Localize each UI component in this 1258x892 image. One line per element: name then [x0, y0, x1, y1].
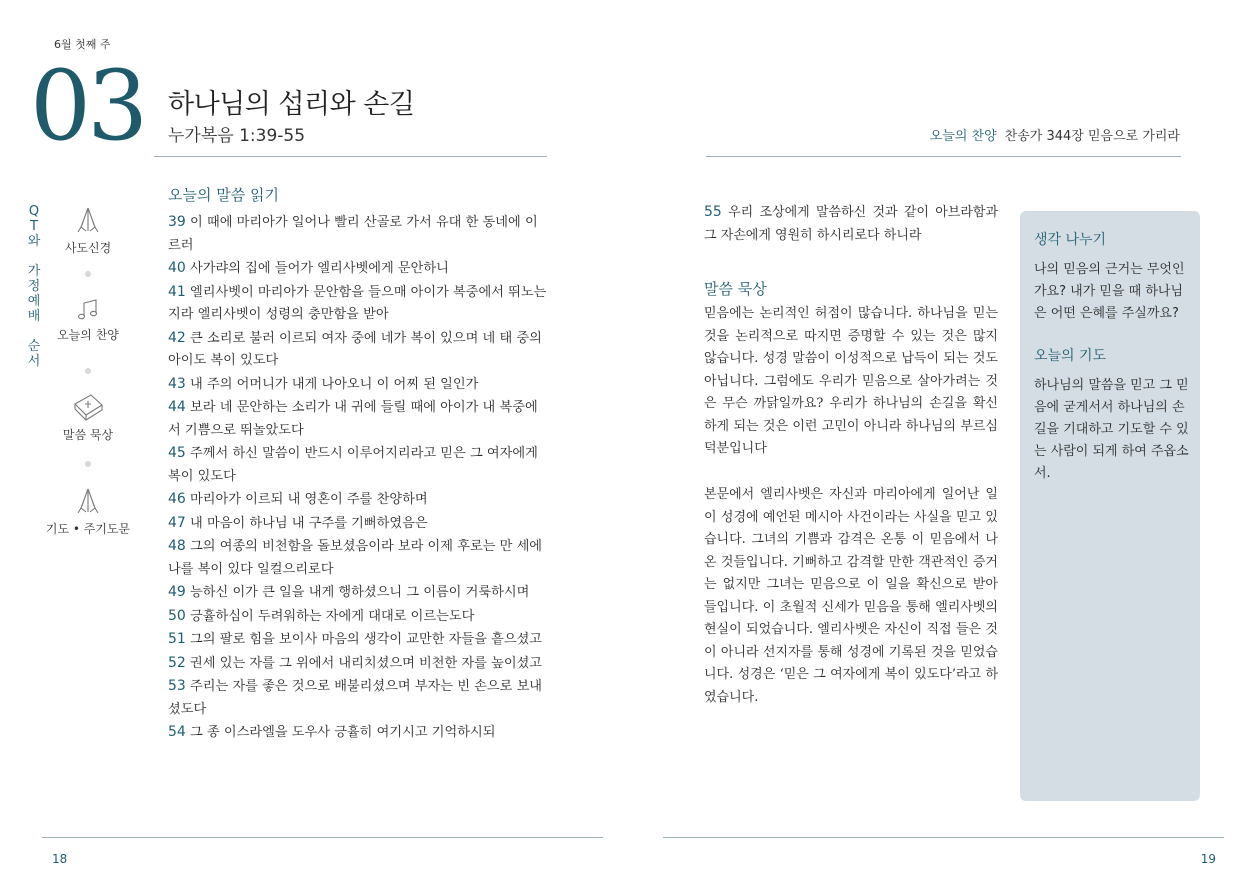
vertical-title-char: 예: [27, 294, 41, 309]
verse-text: 큰 소리로 불러 이르되 여자 중에 네가 복이 있으며 네 태 중의 아이도 복이 있도다: [168, 330, 542, 368]
verse: [168, 211, 548, 257]
verse-text: 권세 있는 자를 그 위에서 내리치셨으며 비천한 자를 높이셨고: [190, 655, 543, 671]
verse: [168, 396, 548, 442]
page-title: 하나님의 섭리와 손길: [168, 89, 415, 120]
bible-icon: [71, 392, 105, 422]
verse-text: 우리 조상에게 말씀하신 것과 같이 아브라함과 그 자손에게 영원히 하시리로다 하니라: [704, 205, 998, 243]
verse: [168, 652, 548, 676]
verse-number: 39: [168, 214, 186, 230]
sharing-heading: 생각 나누기: [1034, 232, 1107, 248]
sidebar-divider-dot: [85, 271, 91, 277]
sidebar-item-hymn: [38, 298, 138, 343]
vertical-title-char: 순: [27, 339, 41, 354]
verse-text: 그의 팔로 힘을 보이사 마음의 생각이 교만한 자들을 흩으셨고: [190, 632, 543, 647]
verse-text: 그의 여종의 비천함을 돌보셨음이라 보라 이제 후로는 만 세에 나를 복이 있다 일컬으리로다: [168, 539, 543, 577]
verse-text: 긍휼하심이 두려워하는 자에게 대대로 이르는도다: [190, 608, 475, 624]
verse-text: 보라 네 문안하는 소리가 내 귀에 들릴 때에 아이가 내 복중에서 기쁨으로 뛰놀았도다: [168, 400, 538, 438]
verse-text: 주께서 하신 말씀이 반드시 이루어지리라고 믿은 그 여자에게 복이 있도다: [168, 446, 538, 484]
verse: [168, 581, 548, 605]
vertical-title-char: T: [30, 219, 38, 234]
verse: [168, 535, 548, 581]
verse-text: 내 마음이 하나님 내 구주를 기뻐하였음은: [190, 515, 428, 531]
praying-hands-icon: [73, 486, 103, 516]
verse: [168, 442, 548, 488]
sidebar-divider-dot: [85, 461, 91, 467]
verse-text: 이 때에 마리아가 일어나 빨리 산골로 가서 유대 한 동네에 이르러: [168, 215, 538, 253]
verse-text: 그 종 이스라엘을 도우사 긍휼히 여기시고 기억하시되: [190, 725, 496, 740]
verse-number: 49: [168, 584, 186, 600]
verse-number: 43: [168, 375, 186, 392]
vertical-title-char: 가: [27, 264, 41, 279]
sidebar-item-creed: [38, 205, 138, 256]
verse: [168, 628, 548, 652]
vertical-title-char: 배: [27, 309, 41, 324]
verse-text: 능하신 이가 큰 일을 내게 행하셨으니 그 이름이 거룩하시며: [190, 585, 530, 600]
verse-number: 54: [168, 724, 186, 740]
verse: [168, 605, 548, 629]
music-note-icon: [75, 298, 101, 322]
verse: [168, 257, 548, 281]
verse-number: 52: [168, 654, 186, 671]
meditation-paragraph: 믿음에는 논리적인 허점이 많습니다. 하나님을 믿는 것을 논리적으로 따지면 증명할 수 있는 것은 많지 않습니다. 성경 말씀이 이성적으로 납득이 되는 것도 아닙니다. 그럼에도 우리가 믿음으로 살아가려는 것은 무슨 까닭일까요? 우리가 하나님의 손길을 확신하게 되는 것은 이런 고민이 아니라 하나님의 부르심 덕분입니다: [704, 306, 998, 456]
header-rule-right: [706, 156, 1181, 157]
verse: [168, 281, 548, 327]
verse: [168, 512, 548, 536]
continued-verse: [704, 201, 998, 247]
scripture-passage: [168, 211, 548, 745]
verse-number: 44: [168, 399, 186, 415]
header-rule-left: [154, 156, 547, 157]
reflection-box: [1020, 211, 1200, 801]
praying-hands-icon: [73, 205, 103, 235]
verse-number: 51: [168, 631, 186, 647]
lesson-number: 03: [30, 50, 145, 162]
page-number-left: 18: [52, 852, 68, 866]
sidebar-item-label: 사도신경: [64, 241, 112, 255]
verse-number: 40: [168, 260, 186, 276]
scripture-reference: 누가복음 1:39-55: [168, 126, 306, 146]
hymn-label: 오늘의 찬양: [929, 129, 997, 144]
vertical-title-char: 정: [27, 279, 41, 294]
sidebar-item-meditation: [38, 392, 138, 443]
verse-number: 55: [704, 204, 722, 220]
prayer-heading: 오늘의 기도: [1034, 348, 1107, 364]
footer-rule-right: [663, 837, 1224, 838]
page-number-right: 19: [1200, 852, 1216, 866]
hymn-value: 찬송가 344장 믿음으로 가리라: [1004, 129, 1180, 144]
reading-heading: 오늘의 말씀 읽기: [168, 186, 279, 204]
vertical-title-char: Q: [28, 204, 40, 219]
verse-number: 41: [168, 283, 186, 300]
sidebar-divider-dot: [85, 368, 91, 374]
verse-number: 47: [168, 514, 186, 531]
sidebar-item-prayer: [38, 486, 138, 537]
week-label: 6월 첫째 주: [54, 38, 111, 51]
meditation-paragraph: 본문에서 엘리사벳은 자신과 마리아에게 일어난 일이 성경에 예언된 메시아 사건이라는 사실을 믿고 있습니다. 그녀의 기쁨과 감격은 온통 이 믿음에서 나온 것들입니다. 기뻐하고 감격할 만한 객관적인 증거는 없지만 그녀는 믿음으로 이 일을 확신으로 받아 들입니다. 이 초월적 신세가 믿음을 통해 엘리사벳의 현실이 되었습니다. 엘리사벳은 자신이 직접 들은 것이 아니라 선지자를 통해 성경에 기록된 것을 믿었습니다. 성경은 ‘믿은 그 여자에게 복이 있도다’라고 하였습니다.: [704, 487, 998, 705]
verse-number: 46: [168, 491, 186, 507]
verse-text: 사가랴의 집에 들어가 엘리사벳에게 문안하니: [190, 261, 449, 276]
verse-text: 엘리사벳이 마리아가 문안함을 들으매 아이가 복중에서 뛰노는지라 엘리사벳이 성령의 충만함을 받아: [168, 284, 547, 322]
verse: [168, 721, 548, 745]
verse-text: 내 주의 어머니가 내게 나아오니 이 어찌 된 일인가: [190, 376, 479, 392]
verse-number: 50: [168, 607, 186, 624]
verse-number: 53: [168, 678, 186, 694]
hymn-info: [930, 125, 1180, 144]
verse: [168, 373, 548, 397]
vertical-title-char: 서: [27, 354, 41, 369]
sidebar-item-label: 말씀 묵상: [62, 428, 114, 442]
verse-text: 주리는 자를 좋은 것으로 배불리셨으며 부자는 빈 손으로 보내셨도다: [168, 679, 543, 717]
sidebar-item-label: 오늘의 찬양: [57, 328, 119, 342]
sharing-text: 나의 믿음의 근거는 무엇인가요? 내가 믿을 때 하나님은 어떤 은혜를 주실까요?: [1034, 262, 1185, 321]
verse: [168, 675, 548, 721]
verse-number: 48: [168, 538, 186, 554]
sidebar-item-label: 기도 • 주기도문: [45, 522, 131, 536]
verse: [168, 327, 548, 373]
verse: [168, 488, 548, 512]
verse-text: 마리아가 이르되 내 영혼이 주를 찬양하며: [190, 492, 428, 507]
meditation-heading: 말씀 묵상: [704, 280, 767, 298]
vertical-title-char: 와: [27, 234, 41, 249]
verse-number: 45: [168, 445, 186, 461]
verse-number: 42: [168, 329, 186, 346]
footer-rule-left: [42, 837, 603, 838]
prayer-text: 하나님의 말씀을 믿고 그 믿음에 굳게서서 하나님의 손길을 기대하고 기도할 수 있는 사람이 되게 하여 주옵소서.: [1034, 378, 1189, 481]
